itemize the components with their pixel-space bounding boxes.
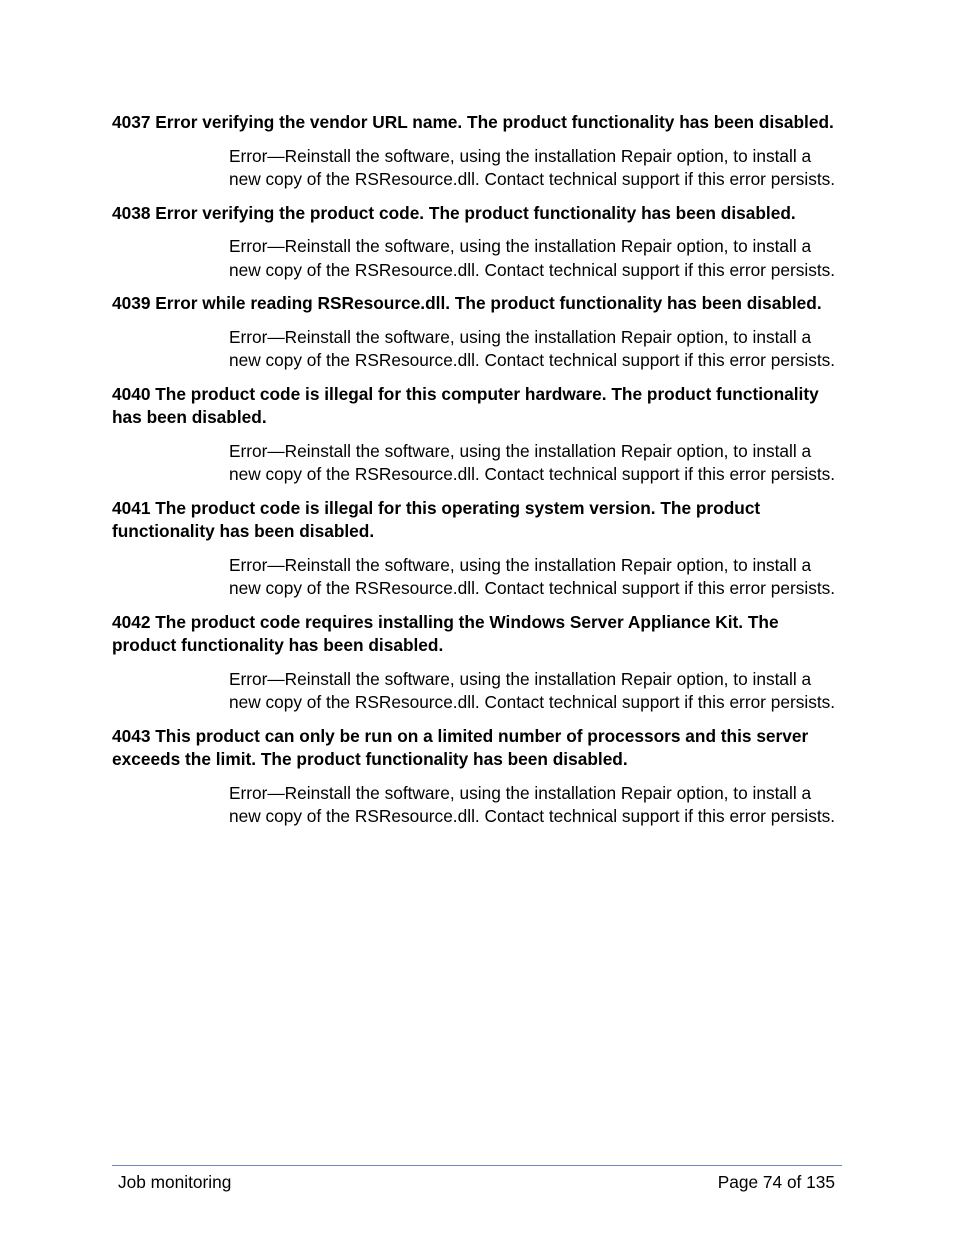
error-entry-4041 bbox=[112, 497, 842, 601]
footer-divider bbox=[112, 1165, 842, 1166]
error-description: Error—Reinstall the software, using the installation Repair option, to install a new copy of the RSResource.dll. Contact technical support if this error persists. bbox=[229, 554, 836, 598]
footer-section-title: Job monitoring bbox=[118, 1172, 232, 1192]
error-heading: 4038 Error verifying the product code. The product functionality has been disabled. bbox=[112, 202, 796, 223]
error-heading: 4037 Error verifying the vendor URL name. The product functionality has been disabled. bbox=[112, 112, 834, 132]
footer-page-number: Page 74 of 135 bbox=[717, 1172, 835, 1192]
error-entry-4037 bbox=[112, 111, 842, 192]
error-description: Error—Reinstall the software, using the installation Repair option, to install a new copy of the RSResource.dll. Contact technical support if this error persists. bbox=[229, 668, 836, 712]
error-heading: 4041 The product code is illegal for this operating system version. The product functionality has been disabled. bbox=[112, 497, 761, 541]
error-entry-4040 bbox=[112, 383, 842, 487]
error-heading: 4040 The product code is illegal for this computer hardware. The product functionality has been disabled. bbox=[112, 383, 819, 427]
error-entry-4039 bbox=[112, 292, 842, 373]
document-content bbox=[112, 111, 842, 839]
error-description: Error—Reinstall the software, using the installation Repair option, to install a new copy of the RSResource.dll. Contact technical support if this error persists. bbox=[229, 782, 836, 826]
error-description: Error—Reinstall the software, using the installation Repair option, to install a new copy of the RSResource.dll. Contact technical support if this error persists. bbox=[229, 236, 836, 280]
error-entry-4042 bbox=[112, 611, 842, 715]
error-heading: 4039 Error while reading RSResource.dll. The product functionality has been disabled. bbox=[112, 293, 822, 313]
error-heading: 4043 This product can only be run on a limited number of processors and this server exceeds the limit. The product functionality has been disabled. bbox=[112, 725, 809, 769]
error-description: Error—Reinstall the software, using the installation Repair option, to install a new copy of the RSResource.dll. Contact technical support if this error persists. bbox=[229, 145, 836, 189]
error-entry-4043 bbox=[112, 725, 842, 829]
error-heading: 4042 The product code requires installing the Windows Server Appliance Kit. The product functionality has been disabled. bbox=[112, 611, 779, 655]
error-entry-4038 bbox=[112, 202, 842, 283]
error-description: Error—Reinstall the software, using the installation Repair option, to install a new copy of the RSResource.dll. Contact technical support if this error persists. bbox=[229, 326, 836, 370]
error-description: Error—Reinstall the software, using the installation Repair option, to install a new copy of the RSResource.dll. Contact technical support if this error persists. bbox=[229, 440, 836, 484]
